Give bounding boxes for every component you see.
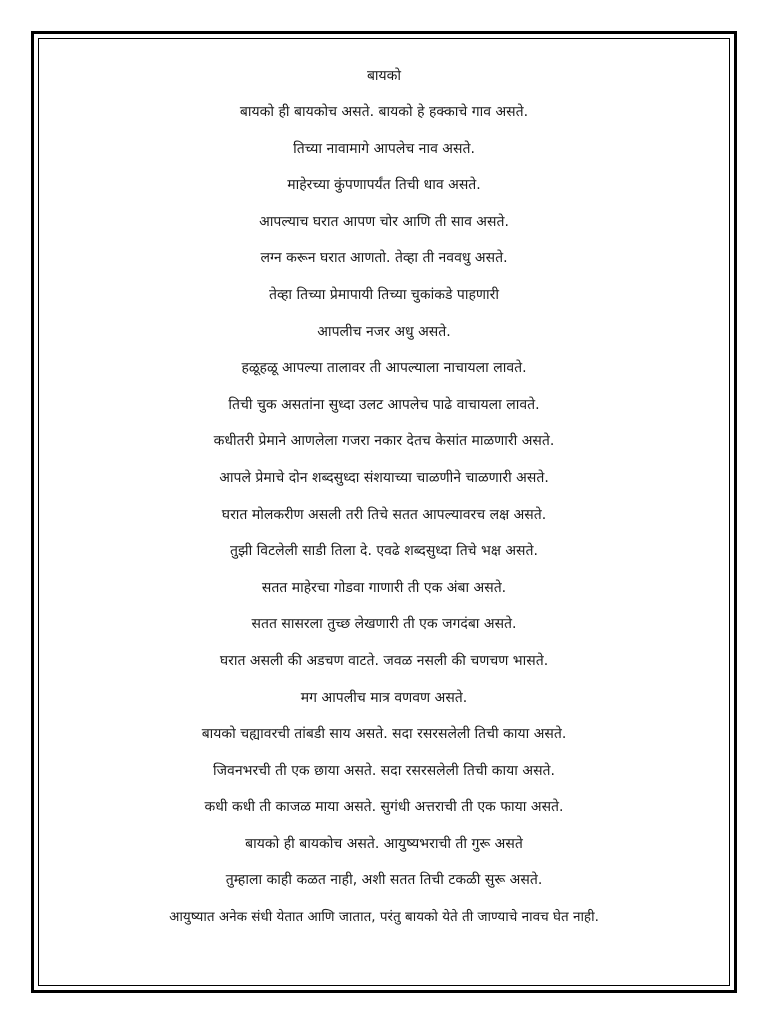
poem-line: घरात असली की अडचण वाटते. जवळ नसली की चणचण भासते. <box>219 652 549 669</box>
poem-title: बायको <box>366 68 402 84</box>
poem-line: तुझी विटलेली साडी तिला दे. एवढे शब्दसुध्दा तिचे भक्ष असते. <box>230 543 538 560</box>
poem-line: जिवनभरची ती एक छाया असते. सदा रसरसलेली तिची काया असते. <box>213 762 555 779</box>
poem-line: मग आपलीच मात्र वणवण असते. <box>300 689 468 706</box>
poem-line: माहेरच्या कुंपणापर्यंत तिची धाव असते. <box>287 177 481 194</box>
poem-line: आपलीच नजर अधु असते. <box>317 323 451 340</box>
poem-line: सतत सासरला तुच्छ लेखणारी ती एक जगदंबा असते. <box>251 616 517 633</box>
poem-line: तेव्हा तिच्या प्रेमापायी तिच्या चुकांकडे पाहणारी <box>268 286 500 303</box>
poem-line: तिच्या नावामागे आपलेच नाव असते. <box>293 140 475 157</box>
poem-line: आपल्याच घरात आपण चोर आणि ती साव असते. <box>259 213 509 230</box>
poem-line: बायको चह्यावरची तांबडी साय असते. सदा रसरसलेली तिची काया असते. <box>201 726 567 743</box>
poem-line: हळूहळू आपल्या तालावर ती आपल्याला नाचायला लावते. <box>241 360 527 377</box>
poem-line: लग्न करून घरात आणतो. तेव्हा ती नववधु असते. <box>260 250 508 267</box>
poem-line: घरात मोलकरीण असली तरी तिचे सतत आपल्यावरच लक्ष असते. <box>221 506 547 523</box>
poem-line: कधीतरी प्रेमाने आणलेला गजरा नकार देतच केसांत माळणारी असते. <box>213 433 555 450</box>
poem-line: आपले प्रेमाचे दोन शब्दसुध्दा संशयाच्या चाळणीने चाळणारी असते. <box>219 469 549 486</box>
poem-line: तुम्हाला काही कळत नाही, अशी सतत तिची टकळी सुरू असते. <box>225 872 543 889</box>
poem-line: आयुष्यात अनेक संधी येतात आणि जातात, परंतु बायको येते ती जाण्याचे नावच घेत नाही. <box>169 909 599 926</box>
poem-line: बायको ही बायकोच असते. आयुष्यभराची ती गुरू असते <box>245 835 523 852</box>
poem <box>38 58 730 936</box>
poem-line: बायको ही बायकोच असते. बायको हे हक्काचे गाव असते. <box>239 104 529 120</box>
poem-line: तिची चुक असतांना सुध्दा उलट आपलेच पाढे वाचायला लावते. <box>228 396 540 413</box>
poem-line: सतत माहेरचा गोडवा गाणारी ती एक अंबा असते. <box>261 579 507 596</box>
poem-line: कधी कधी ती काजळ माया असते. सुगंधी अत्तराची ती एक फाया असते. <box>204 799 564 816</box>
